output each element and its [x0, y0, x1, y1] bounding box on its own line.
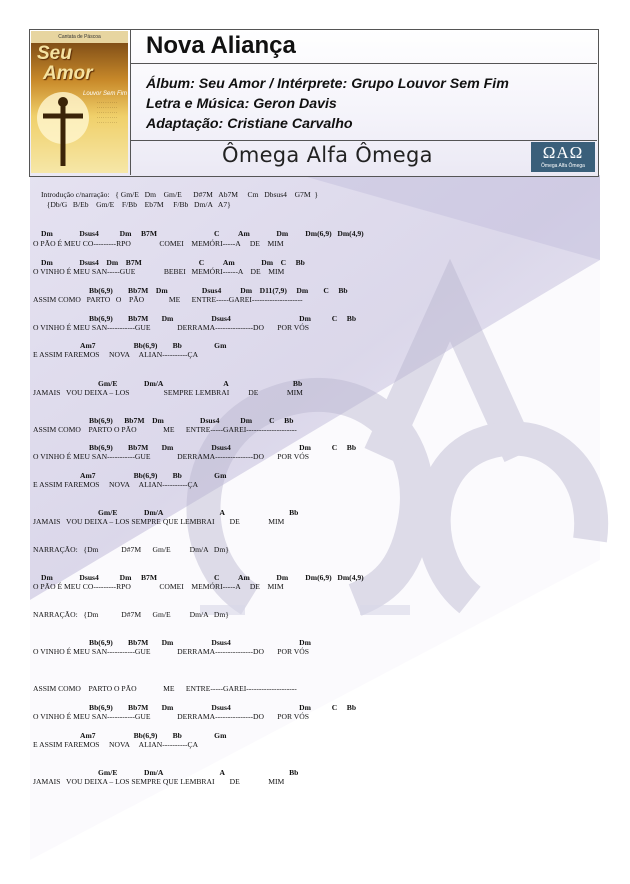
cover-title-line1: Seu	[37, 43, 72, 64]
lyric-line: ASSIM COMO PARTO O PÃO ME ENTRE-----GAREI--------------------	[33, 425, 297, 434]
chord-line: Am7 Bb(6,9) Bb Gm	[80, 471, 227, 480]
narration-line: NARRAÇÃO: {Dm D#7M Gm/E Dm/A Dm}	[33, 545, 229, 554]
intro-line: {Db/G B/Eb Gm/E F/Bb Eb7M F/Bb Dm/A A7}	[41, 200, 231, 209]
chord-line: Bb(6,9) Bb7M Dm Dsus4 Dm C Bb	[89, 703, 357, 712]
lyric-line: JAMAIS VOU DEIXA – LOS SEMPRE QUE LEMBRAI DE MIM	[33, 777, 285, 786]
lyric-line: O VINHO É MEU SAN-----------GUE DERRAMA---------------DO POR VÓS	[33, 712, 309, 721]
chord-line: Am7 Bb(6,9) Bb Gm	[80, 731, 227, 740]
lyric-line: O PÃO É MEU CO---------RPO COMEI MEMÓRI-----A DE MIM	[33, 582, 284, 591]
lyric-line: ASSIM COMO PARTO O PÃO ME ENTRE-----GAREI--------------------	[33, 295, 303, 304]
adaptation-info: Adaptação: Cristiane Carvalho	[146, 116, 353, 132]
logo-caption: Ômega Alfa Ômega	[541, 163, 585, 169]
chord-line: Dm Dsus4 Dm B7M C Am Dm Dm(6,9) Dm(4,9)	[41, 573, 364, 582]
chord-line: Gm/E Dm/A A Bb	[98, 508, 299, 517]
cover-tracklist: · · · · · · · · · · · · · · · · · · · · · · · · · · · · · · · · · · · · · · · · · · · · · · · · · ·	[96, 101, 118, 125]
lyric-line: O PÃO É MEU CO---------RPO COMEI MEMÓRI-----A DE MIM	[33, 239, 284, 248]
lyric-line: O VINHO É MEU SAN-----------GUE DERRAMA---------------DO POR VÓS	[33, 647, 309, 656]
chord-line: Dm Dsus4 Dm B7M C Am Dm C Bb	[41, 258, 305, 267]
chord-line: Bb(6,9) Bb7M Dm Dsus4 Dm C Bb	[89, 443, 357, 452]
lyric-line: JAMAIS VOU DEIXA – LOS SEMPRE LEMBRAI DE MIM	[33, 388, 303, 397]
chord-line: Dm Dsus4 Dm B7M C Am Dm Dm(6,9) Dm(4,9)	[41, 229, 364, 238]
lyric-line: O VINHO É MEU SAN-----------GUE DERRAMA---------------DO POR VÓS	[33, 452, 309, 461]
narration-line: NARRAÇÃO: {Dm D#7M Gm/E Dm/A Dm}	[33, 610, 229, 619]
chord-line: Bb(6,9) Bb7M Dm Dsus4 Dm C Bb	[89, 314, 357, 323]
chord-line: Bb(6,9) Bb7M Dm Dsus4 Dm	[89, 638, 311, 647]
intro-line: Introdução c/narração: { Gm/E Dm Gm/E D#7M Ab7M Cm Dbsus4 G7M }	[41, 190, 319, 199]
chord-line: Am7 Bb(6,9) Bb Gm	[80, 341, 227, 350]
lyric-line: JAMAIS VOU DEIXA – LOS SEMPRE QUE LEMBRAI DE MIM	[33, 517, 285, 526]
chord-line: Gm/E Dm/A A Bb	[98, 768, 299, 777]
lyric-line: ASSIM COMO PARTO O PÃO ME ENTRE-----GAREI--------------------	[33, 684, 297, 693]
cover-title-line2: Amor	[43, 63, 93, 84]
chord-line: Gm/E Dm/A A Bb	[98, 379, 303, 388]
songwriter-info: Letra e Música: Geron Davis	[146, 96, 337, 112]
brand-name: Ômega Alfa Ômega	[222, 143, 433, 167]
lyric-line: E ASSIM FAREMOS NOVA ALIAN----------ÇA	[33, 350, 199, 359]
lyric-line: E ASSIM FAREMOS NOVA ALIAN----------ÇA	[33, 740, 199, 749]
cover-strip: Cantata de Páscoa	[31, 31, 128, 43]
chord-line: Bb(6,9) Bb7M Dm Dsus4 Dm D11(7,9) Dm C Bb	[89, 286, 348, 295]
cover-caption: Louvor Sem Fim	[83, 91, 128, 97]
song-title: Nova Aliança	[146, 32, 296, 59]
chord-line: Bb(6,9) Bb7M Dm Dsus4 Dm C Bb	[89, 416, 294, 425]
omega-alpha-logo-icon: ΩAΩ	[542, 143, 584, 162]
lyric-line: E ASSIM FAREMOS NOVA ALIAN----------ÇA	[33, 480, 199, 489]
album-info: Álbum: Seu Amor / Intérprete: Grupo Louvor Sem Fim	[146, 76, 509, 92]
lyric-line: O VINHO É MEU SAN-----------GUE DERRAMA---------------DO POR VÓS	[33, 323, 309, 332]
lyric-line: O VINHO É MEU SAN-----GUE BEBEI MEMÓRI------A DE MIM	[33, 267, 285, 276]
